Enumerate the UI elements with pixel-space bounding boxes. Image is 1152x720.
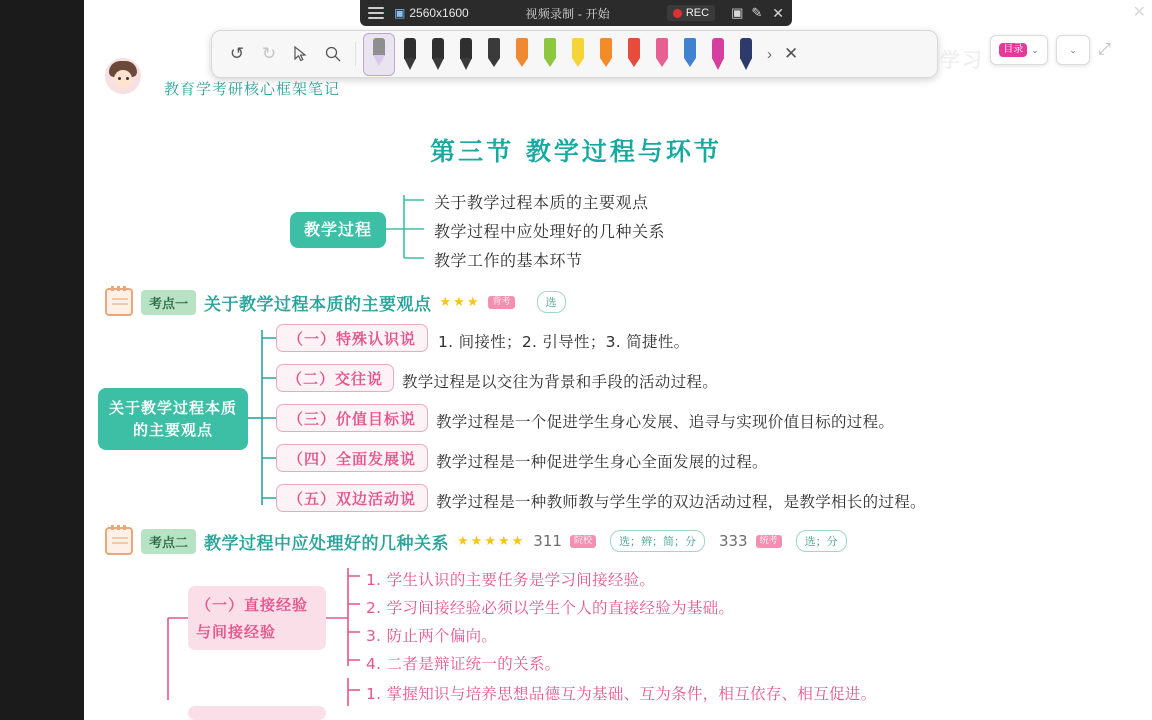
section-2-num-1: 311: [533, 532, 562, 550]
chevron-down-icon-2: ⌄: [1069, 44, 1077, 55]
item-3-label: （三）价值目标说: [276, 404, 428, 432]
record-button[interactable]: [667, 5, 715, 21]
section-2-item-1-label: [188, 586, 326, 650]
toolbar-more-button[interactable]: ›: [767, 45, 772, 63]
marker-orange[interactable]: [509, 36, 535, 72]
section-2-point-2: 2. 学习间接经验必须以学生个人的直接经验为基础。: [366, 599, 735, 617]
record-label: REC: [685, 7, 710, 19]
section-2-stars: ★★★★★: [457, 533, 526, 548]
eraser-tool[interactable]: [363, 33, 395, 76]
notebook-brand: 教育学考研核心框架笔记: [164, 80, 341, 98]
marker-yellow[interactable]: [565, 36, 591, 72]
layout-button[interactable]: [990, 35, 1048, 65]
pen-black-2[interactable]: [425, 36, 451, 72]
note-icon-2: [105, 527, 133, 555]
root-node: 教学过程: [290, 212, 386, 248]
marker-orange-2[interactable]: [593, 36, 619, 72]
zoom-tool[interactable]: [318, 37, 348, 71]
section-2-num-2: 333: [718, 532, 748, 550]
camera-icon[interactable]: ▣: [731, 5, 744, 20]
marker-green[interactable]: [537, 36, 563, 72]
root-branch-2: 教学过程中应处理好的几种关系: [434, 222, 666, 241]
redo-button[interactable]: ↻: [261, 44, 277, 63]
section-2-badge-2: 统考: [756, 535, 782, 548]
section-2-badge-outline-2: 选；分: [796, 530, 847, 552]
menu-icon[interactable]: [368, 4, 384, 22]
section-1-title: 关于教学过程本质的主要观点: [204, 294, 432, 315]
item-2-label: （二）交往说: [276, 364, 394, 392]
section-2-point-4: 4. 二者是辩证统一的关系。: [366, 655, 561, 673]
layout-badge: 目录: [999, 43, 1027, 57]
pen-icon[interactable]: ✎: [751, 5, 763, 20]
section-2-item-1-line-1: （一）直接经验: [196, 596, 309, 614]
resolution-label: 2560x1600: [409, 6, 469, 20]
section-2-badge-1: 院校: [570, 535, 596, 548]
monitor-icon: ▣: [394, 6, 406, 20]
toolbar-close-button[interactable]: ✕: [784, 44, 799, 63]
section-2-badge-outline-1: 选；辨；简；分: [610, 530, 705, 552]
root-branch-1: 关于教学过程本质的主要观点: [434, 193, 649, 212]
record-dot-icon: [673, 9, 682, 18]
expand-icon[interactable]: ⤢: [1098, 41, 1111, 58]
item-1-text: 1. 间接性；2. 引导性；3. 简捷性。: [438, 333, 690, 351]
marker-red[interactable]: [621, 36, 647, 72]
section-2-item-2-point-1: 1. 掌握知识与培养思想品德互为基础、互为条件，相互依存、相互促进。: [366, 685, 877, 703]
pen-black-1[interactable]: [397, 36, 423, 72]
toolbar-divider: [355, 42, 356, 66]
eraser-icon: [366, 35, 392, 69]
section-2-title: 教学过程中应处理好的几种关系: [204, 533, 450, 554]
section-2-point-3: 3. 防止两个偏向。: [366, 627, 498, 645]
item-4-label: （四）全面发展说: [276, 444, 428, 472]
marker-black[interactable]: [481, 36, 507, 72]
annotation-toolbar[interactable]: [211, 30, 938, 78]
marker-pink[interactable]: [649, 36, 675, 72]
marker-blue[interactable]: [677, 36, 703, 72]
section-1-stars: ★★★: [439, 294, 481, 309]
section-2-item-1-line-2: 与间接经验: [196, 623, 277, 641]
highlighter-magenta[interactable]: [705, 36, 731, 72]
screen-recorder-toolbar[interactable]: [360, 0, 792, 26]
section-2-item-2-label: [188, 706, 326, 720]
window-close-icon[interactable]: ✕: [1132, 4, 1146, 21]
close-icon[interactable]: ✕: [772, 4, 784, 21]
item-5-text: 教学过程是一种教师教与学生学的双边活动过程，是教学相长的过程。: [436, 493, 926, 511]
avatar: [105, 58, 141, 94]
section-1-badge-outline: 选: [537, 291, 566, 313]
item-3-text: 教学过程是一个促进学生身心发展、追寻与实现价值目标的过程。: [436, 413, 895, 431]
desktop-background-left: [0, 0, 84, 720]
pen-dark-blue[interactable]: [733, 36, 759, 72]
note-icon: [105, 288, 133, 316]
pen-black-3[interactable]: [453, 36, 479, 72]
watermark: 学习: [940, 50, 984, 72]
resolution-indicator[interactable]: [394, 6, 469, 20]
viewer-controls[interactable]: [990, 35, 1111, 65]
item-2-text: 教学过程是以交往为背景和手段的活动过程。: [402, 373, 719, 391]
section-2-tag: 考点二: [141, 529, 196, 554]
section-1-node: 关于教学过程本质的主要观点: [98, 388, 248, 450]
section-1-header: [105, 288, 566, 316]
item-1-label: （一）特殊认识说: [276, 324, 428, 352]
item-5-label: （五）双边活动说: [276, 484, 428, 512]
section-2-point-1: 1. 学生认识的主要任务是学习间接经验。: [366, 571, 656, 589]
section-1-tag: 考点一: [141, 290, 196, 315]
more-options-button[interactable]: [1056, 35, 1090, 65]
recorder-title: 视频录制 - 开始: [525, 6, 611, 21]
item-4-text: 教学过程是一种促进学生身心全面发展的过程。: [436, 453, 768, 471]
section-2-header: [105, 527, 847, 555]
cursor-tool[interactable]: [286, 37, 316, 71]
chevron-down-icon: ⌄: [1031, 44, 1039, 55]
page-title: 第三节 教学过程与环节: [430, 137, 722, 166]
root-branch-3: 教学工作的基本环节: [434, 251, 583, 270]
undo-button[interactable]: ↺: [229, 44, 245, 63]
section-1-badge: 背考: [488, 296, 514, 309]
